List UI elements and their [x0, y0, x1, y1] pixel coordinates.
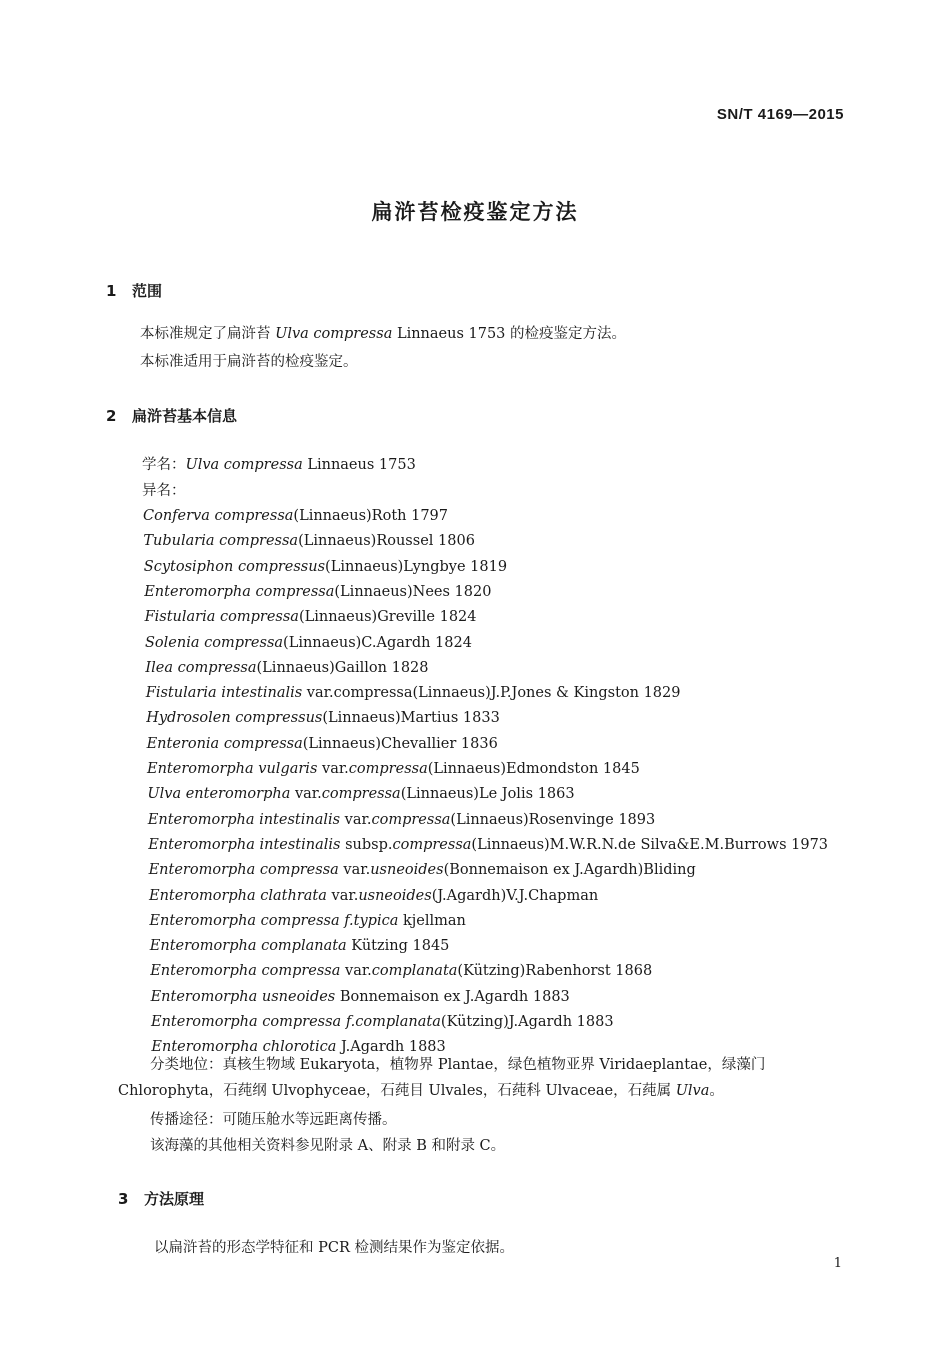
synonym-name: Conferva compressa — [143, 508, 294, 524]
section-number: 2 — [106, 407, 117, 425]
spread-pathway: 传播途径：可随压舱水等远距离传播。 — [150, 1112, 397, 1128]
synonym-item — [144, 557, 507, 577]
synonym-epithet: f.complanata — [345, 1014, 441, 1030]
synonym-name: Ulva enteromorpha — [147, 786, 291, 803]
document-title: 扁浒苔检疫鉴定方法 — [371, 200, 579, 224]
synonym-epithet: complanata — [371, 963, 458, 980]
synonym-item — [146, 683, 681, 703]
synonym-item — [149, 886, 598, 906]
synonym-rank: subsp. — [340, 836, 393, 853]
synonym-name: Tubularia compressa — [143, 533, 299, 550]
synonym-epithet: compressa — [321, 786, 401, 803]
synonym-authority: var.compressa(Linnaeus)J.P.Jones & Kingston 1829 — [302, 685, 681, 702]
synonym-authority: (Linnaeus)Greville 1824 — [298, 609, 477, 626]
standard-number: SN/T 4169—2015 — [716, 106, 844, 123]
synonym-item — [144, 582, 491, 602]
synonym-name: Fistularia intestinalis — [145, 685, 303, 702]
synonym-rank: var. — [317, 761, 349, 777]
synonym-name: Enteronia compressa — [146, 735, 303, 752]
synonym-name: Enteromorpha usneoides — [150, 988, 336, 1005]
synonym-item — [143, 506, 448, 526]
synonym-epithet: compressa — [392, 836, 472, 853]
section-1-paragraph-1: 本标准规定了扁浒苔 Ulva compressa Linnaeus 1753 的检疫鉴定方法。 — [140, 326, 627, 342]
synonym-name: Enteromorpha complanata — [149, 938, 347, 955]
synonym-name: Hydrosolen compressus — [146, 710, 323, 727]
section-title: 方法原理 — [144, 1190, 205, 1208]
synonym-authority: (Linnaeus)Edmondston 1845 — [427, 761, 640, 777]
synonym-item — [147, 784, 574, 804]
synonym-authority: (Kützing)Rabenhorst 1868 — [457, 963, 653, 980]
synonym-authority: J.Agardh 1883 — [336, 1039, 446, 1056]
synonym-epithet: compressa — [371, 811, 451, 828]
synonym-epithet: f.typica — [344, 912, 399, 929]
synonym-item — [149, 860, 696, 880]
synonym-item — [145, 658, 428, 678]
section-3-paragraph-1: 以扁浒苔的形态学特征和 PCR 检测结果作为鉴定依据。 — [154, 1240, 514, 1256]
synonym-item — [145, 633, 472, 653]
synonym-item — [143, 531, 475, 551]
synonym-authority: (Linnaeus)Le Jolis 1863 — [400, 786, 575, 803]
scientific-name-line: 学名：Ulva compressa Linnaeus 1753 — [142, 457, 416, 473]
synonym-name: Enteromorpha intestinalis — [147, 811, 341, 828]
synonyms-label: 异名： — [142, 483, 186, 499]
synonym-item — [147, 734, 498, 754]
synonym-item — [147, 759, 640, 779]
synonym-item — [148, 835, 828, 855]
synonym-item — [151, 987, 570, 1007]
synonym-rank: var. — [326, 887, 359, 904]
synonym-name: Enteromorpha intestinalis — [148, 836, 341, 853]
section-number: 1 — [106, 282, 117, 300]
synonym-authority: (Linnaeus)Martius 1833 — [322, 710, 500, 727]
synonym-rank: var. — [340, 811, 372, 828]
synonym-name: Ilea compressa — [145, 659, 257, 676]
synonym-authority: (Linnaeus)Chevallier 1836 — [302, 735, 498, 752]
synonym-item — [148, 810, 655, 830]
synonym-epithet: compressa — [348, 761, 428, 777]
synonym-authority: (Linnaeus)Lyngbye 1819 — [325, 558, 508, 575]
synonym-rank: var. — [290, 786, 322, 803]
synonym-item — [146, 708, 500, 728]
synonym-authority: kjellman — [398, 912, 466, 929]
synonym-rank: var. — [340, 963, 372, 980]
synonym-item — [151, 1012, 614, 1032]
synonym-authority: Kützing 1845 — [346, 938, 450, 955]
synonym-authority: (Bonnemaison ex J.Agardh)Bliding — [443, 862, 696, 879]
section-1-paragraph-2: 本标准适用于扁浒苔的检疫鉴定。 — [140, 354, 358, 370]
synonym-authority: Bonnemaison ex J.Agardh 1883 — [335, 988, 570, 1005]
synonym-name: Fistularia compressa — [144, 609, 299, 626]
synonym-name: Enteromorpha compressa — [149, 912, 340, 929]
appendix-reference: 该海藻的其他相关资料参见附录 A、附录 B 和附录 C。 — [150, 1138, 506, 1154]
section-number: 3 — [118, 1190, 129, 1208]
section-1-heading — [106, 280, 162, 301]
synonym-name: Solenia compressa — [145, 634, 284, 651]
synonym-authority: (J.Agardh)V.J.Chapman — [431, 887, 599, 904]
section-title: 范围 — [132, 282, 163, 300]
synonym-rank: var. — [338, 862, 371, 879]
synonym-name: Enteromorpha vulgaris — [147, 761, 318, 777]
section-3-heading — [118, 1188, 204, 1209]
section-2-heading — [106, 405, 237, 426]
synonym-name: Enteromorpha compressa — [148, 862, 339, 879]
synonym-name: Enteromorpha clathrata — [149, 887, 327, 904]
synonym-authority: (Linnaeus)Roth 1797 — [293, 508, 449, 524]
synonym-authority: (Linnaeus)M.W.R.N.de Silva&E.M.Burrows 1973 — [471, 836, 829, 853]
synonym-epithet: usneoides — [358, 887, 432, 904]
section-title: 扁浒苔基本信息 — [132, 407, 238, 425]
synonym-authority: (Linnaeus)Roussel 1806 — [298, 533, 475, 550]
synonym-name: Scytosiphon compressus — [143, 558, 326, 575]
synonym-name: Enteromorpha compressa — [151, 1014, 342, 1030]
synonym-item — [149, 911, 465, 931]
synonym-name: Enteromorpha compressa — [150, 963, 341, 980]
synonym-authority: (Linnaeus)Nees 1820 — [334, 583, 492, 600]
synonym-item — [150, 936, 450, 956]
synonym-authority: (Kützing)J.Agardh 1883 — [440, 1014, 614, 1030]
synonym-authority: (Linnaeus)C.Agardh 1824 — [283, 634, 472, 651]
synonym-item — [145, 607, 477, 627]
taxonomy-paragraph: 分类地位：真核生物域 Eukaryota，植物界 Plantae，绿色植物亚界 Viridaeplantae，绿藻门 Chlorophyta，石莼纲 Ulvophyceae，石莼目 Ulvales，石莼科 Ulvaceae，石莼属 Ulva。 — [118, 1057, 766, 1099]
page-number: 1 — [833, 1256, 842, 1271]
synonym-authority: (Linnaeus)Gaillon 1828 — [256, 659, 429, 676]
synonym-authority: (Linnaeus)Rosenvinge 1893 — [450, 811, 656, 828]
synonym-epithet: usneoides — [370, 862, 444, 879]
synonym-item — [150, 961, 652, 981]
synonym-name: Enteromorpha compressa — [144, 583, 335, 600]
synonym-name: Enteromorpha chlorotica — [151, 1039, 337, 1056]
